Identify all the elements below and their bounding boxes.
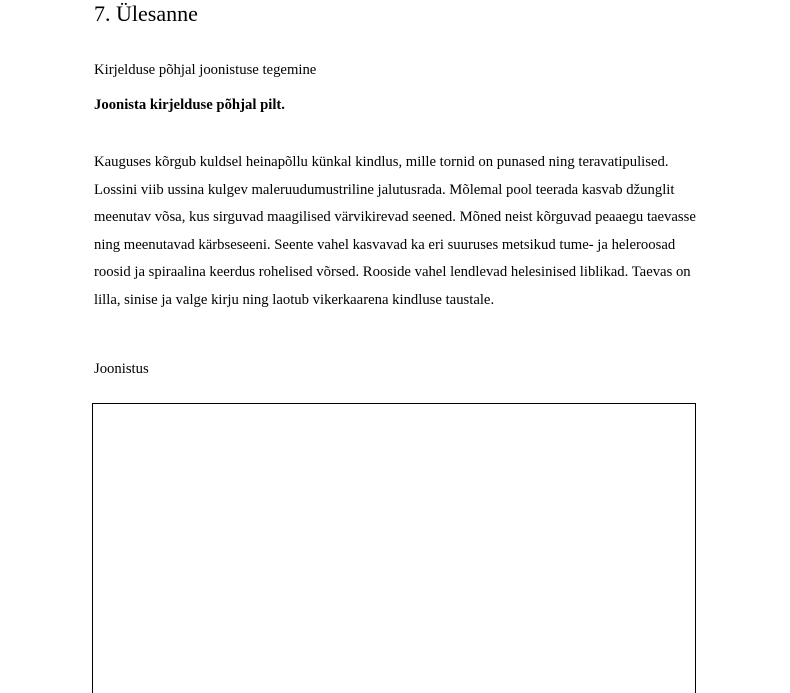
exercise-heading: 7. Ülesanne bbox=[94, 1, 198, 26]
task-description: Kauguses kõrgub kuldsel heinapõllu künkal kindlus, mille tornid on punased ning teravatipulised. Lossini viib ussina kulgev maleruudumustriline jalutusrada. Mõlemal pool teerada kasvab džunglit meenutav võsa, kus sirguvad maagilised värvikirevad seened. Mõned neist kõrguvad peaaegu taevasse ning meenutavad kärbseseeni. Seente vahel kasvavad ka eri suuruses metsikud tume- ja heleroosad roosid ja spiraalina keerdus rohelised võrsed. Rooside vahel lendlevad helesinised liblikad. Taevas on lilla, sinise ja valge kirju ning laotub vikerkaarena kindluse taustale. bbox=[94, 154, 696, 308]
drawing-area[interactable] bbox=[92, 403, 696, 693]
task-instruction: Joonista kirjelduse põhjal pilt. bbox=[94, 97, 285, 113]
task-type-label: Kirjelduse põhjal joonistuse tegemine bbox=[94, 62, 317, 78]
drawing-label: Joonistus bbox=[94, 361, 149, 377]
